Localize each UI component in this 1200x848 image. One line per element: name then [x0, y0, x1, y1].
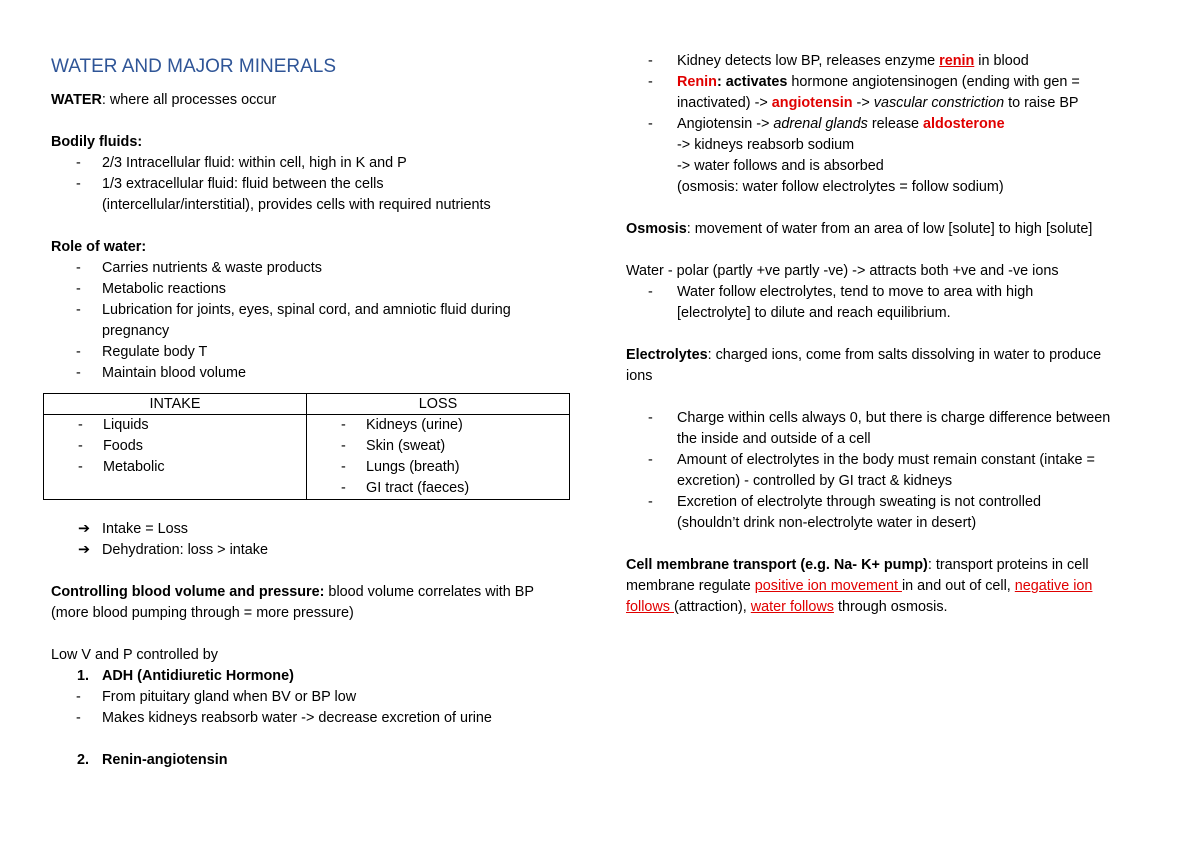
osmosis-definition: Osmosis: movement of water from an area of low [solute] to high [solute]	[626, 221, 1093, 237]
right-arrow-icon: ➔	[78, 542, 91, 558]
intake-cell	[44, 415, 307, 500]
list-item-continuation: the inside and outside of a cell	[677, 431, 871, 447]
list-item: - Renin: activates hormone angiotensinogen (ending with gen =	[648, 74, 1080, 90]
table-list-item: - GI tract (faeces)	[341, 480, 470, 496]
intake-loss-table	[43, 393, 570, 500]
electrolytes-definition-line2: ions	[626, 368, 653, 384]
loss-header: LOSS	[307, 394, 570, 415]
left-column	[51, 0, 581, 771]
list-item-continuation: (osmosis: water follow electrolytes = follow sodium)	[677, 179, 1004, 195]
list-item: - Angiotensin -> adrenal glands release aldosterone	[648, 116, 1005, 132]
blood-pressure-paragraph: Controlling blood volume and pressure: blood volume correlates with BP	[51, 584, 535, 600]
loss-cell	[307, 415, 570, 500]
list-item: - 2/3 Intracellular fluid: within cell, high in K and P	[76, 155, 407, 171]
table-list-item: - Skin (sweat)	[341, 438, 446, 454]
arrow-item: ➔ Dehydration: loss > intake	[51, 540, 581, 561]
list-item-continuation: -> kidneys reabsorb sodium	[677, 137, 855, 153]
cell-transport-paragraph: Cell membrane transport (e.g. Na- K+ pump): transport proteins in cell	[626, 557, 1089, 573]
intake-header: INTAKE	[44, 394, 307, 415]
blood-pressure-paragraph-line2: (more blood pumping through = more pressure)	[51, 605, 354, 621]
list-item-continuation: inactivated) -> angiotensin -> vascular constriction to raise BP	[677, 95, 1079, 111]
list-item-continuation: pregnancy	[102, 323, 170, 339]
list-item: - Makes kidneys reabsorb water -> decrease excretion of urine	[76, 710, 492, 726]
cell-transport-line2: membrane regulate positive ion movement in and out of cell, negative ion	[626, 578, 1093, 594]
table-list-item: - Liquids	[78, 417, 149, 433]
list-item-continuation: (intercellular/interstitial), provides cells with required nutrients	[102, 197, 491, 213]
list-item: - Charge within cells always 0, but there is charge difference between	[648, 410, 1111, 426]
list-item-continuation: [electrolyte] to dilute and reach equilibrium.	[677, 305, 951, 321]
low-vp-text: Low V and P controlled by	[51, 647, 218, 663]
list-item: - Metabolic reactions	[76, 281, 226, 297]
numbered-heading: 2. Renin-angiotensin	[77, 752, 228, 768]
list-item: - From pituitary gland when BV or BP low	[76, 689, 357, 705]
list-item: - 1/3 extracellular fluid: fluid between the cells	[76, 176, 384, 192]
list-item: - Excretion of electrolyte through sweating is not controlled	[648, 494, 1041, 510]
right-column	[626, 51, 1166, 618]
list-item-continuation: excretion) - controlled by GI tract & kidneys	[677, 473, 953, 489]
water-text: : where all processes occur	[101, 92, 277, 108]
table-list-item: - Metabolic	[78, 459, 165, 475]
page-title: WATER AND MAJOR MINERALS	[51, 56, 337, 77]
list-item: - Amount of electrolytes in the body must remain constant (intake =	[648, 452, 1095, 468]
electrolytes-definition: Electrolytes: charged ions, come from salts dissolving in water to produce	[626, 347, 1102, 363]
numbered-heading: 1. ADH (Antidiuretic Hormone)	[77, 668, 294, 684]
water-heading: WATER	[51, 92, 102, 108]
list-item: - Lubrication for joints, eyes, spinal cord, and amniotic fluid during	[76, 302, 511, 318]
arrow-item: ➔ Intake = Loss	[51, 519, 581, 540]
list-item: - Water follow electrolytes, tend to move to area with high	[648, 284, 1034, 300]
list-item: - Carries nutrients & waste products	[76, 260, 322, 276]
list-item: - Regulate body T	[76, 344, 208, 360]
table-list-item: - Kidneys (urine)	[341, 417, 463, 433]
bodily-fluids-heading: Bodily fluids:	[51, 134, 143, 150]
polar-text: Water - polar (partly +ve partly -ve) -> attracts both +ve and -ve ions	[626, 263, 1059, 279]
list-item-continuation: -> water follows and is absorbed	[677, 158, 884, 174]
list-item-continuation: (shouldn’t drink non-electrolyte water in desert)	[677, 515, 977, 531]
list-item: - Kidney detects low BP, releases enzyme renin in blood	[648, 53, 1029, 69]
water-definition	[51, 90, 581, 111]
right-arrow-icon: ➔	[78, 521, 91, 537]
role-of-water-heading: Role of water:	[51, 239, 147, 255]
list-item: - Maintain blood volume	[76, 365, 246, 381]
table-list-item: - Lungs (breath)	[341, 459, 460, 475]
cell-transport-line3: follows (attraction), water follows through osmosis.	[626, 599, 948, 615]
table-list-item: - Foods	[78, 438, 143, 454]
